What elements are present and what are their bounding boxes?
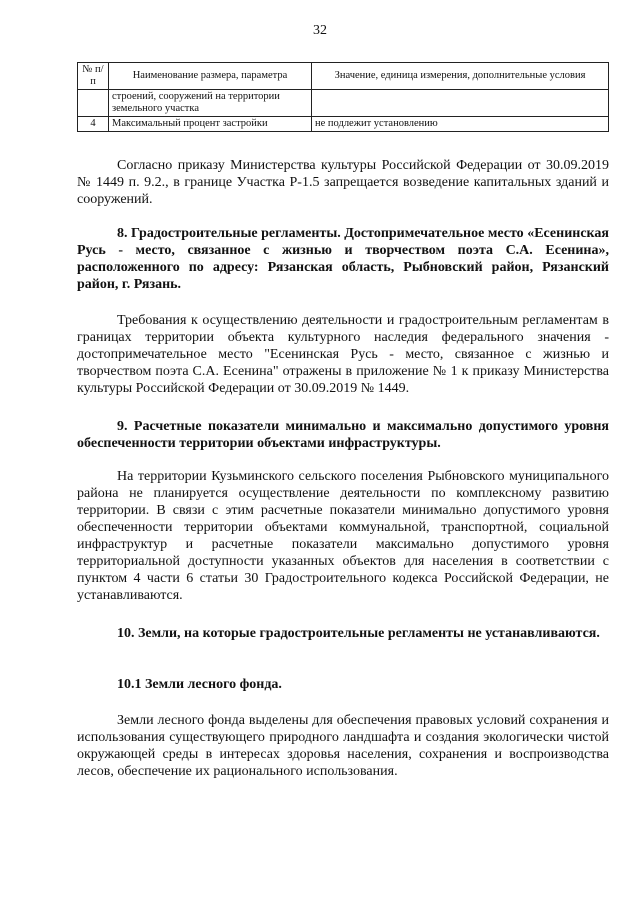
table-cell	[312, 90, 609, 117]
table-row	[78, 90, 609, 117]
table-cell: не подлежит установлению	[312, 117, 609, 132]
intro-block	[77, 157, 609, 208]
column-header-number: № п/п	[78, 63, 109, 90]
table-cell: строений, сооружений на территории земельного участка	[109, 90, 312, 117]
column-header-parameter: Наименование размера, параметра	[109, 63, 312, 90]
regulations-table	[77, 62, 609, 132]
section-8	[77, 225, 609, 293]
section-9-body	[77, 468, 609, 604]
section-10	[77, 625, 609, 642]
table-cell	[78, 90, 109, 117]
section-9-paragraph: На территории Кузьминского сельского поселения Рыбновского муниципального района не планируется осуществление деятельности по комплексному развитию территории. В связи с этим расчетные показатели минимально допустимого уровня обеспеченности территории объектами коммунальной, транспортной, социальной инфраструктур и расчетные показатели максимально допустимого уровня территориальной доступности указанных объектов для населения в соответствии с пунктом 4 части 6 статьи 30 Градостроительного кодекса Российской Федерации, не устанавливаются.	[77, 469, 609, 603]
section-8-body	[77, 312, 609, 397]
table-cell: Максимальный процент застройки	[109, 117, 312, 132]
section-10-1	[77, 676, 609, 693]
section-8-heading: 8. Градостроительные регламенты. Достопримечательное место «Есенинская Русь - место, связанное с жизнью и творчеством поэта С.А. Есенина», расположенного по адресу: Рязанская область, Рыбновский район, Рязанский район, г. Рязань.	[77, 226, 609, 292]
section-8-paragraph: Требования к осуществлению деятельности и градостроительным регламентам в границах территории объекта культурного наследия федерального значения - достопримечательное место "Есенинская Русь - место, связанное с жизнью и творчеством поэта С.А. Есенина" отражены в приложение № 1 к приказу Министерства культуры Российской Федерации от 30.09.2019 № 1449.	[77, 313, 609, 396]
section-10-1-heading: 10.1 Земли лесного фонда.	[117, 677, 282, 692]
section-10-1-paragraph: Земли лесного фонда выделены для обеспечения правовых условий сохранения и использования существующего природного ландшафта и создания экологически чистой окружающей среды в интересах здоровья населения, сохранения и воспроизводства лесов, обеспечение их рационального использования.	[77, 713, 609, 779]
section-10-heading: 10. Земли, на которые градостроительные регламенты не устанавливаются.	[117, 626, 600, 641]
page-number: 32	[313, 23, 327, 38]
table-row	[78, 117, 609, 132]
section-9	[77, 418, 609, 452]
table-cell: 4	[78, 117, 109, 132]
intro-paragraph: Согласно приказу Министерства культуры Российской Федерации от 30.09.2019 № 1449 п. 9.2., в границе Участка Р-1.5 запрещается возведение капитальных зданий и сооружений.	[77, 158, 609, 207]
column-header-value: Значение, единица измерения, дополнительные условия	[312, 63, 609, 90]
section-9-heading: 9. Расчетные показатели минимально и максимально допустимого уровня обеспеченности территории объектами инфраструктуры.	[77, 419, 609, 451]
table-header-row	[78, 63, 609, 90]
section-10-1-body	[77, 712, 609, 780]
